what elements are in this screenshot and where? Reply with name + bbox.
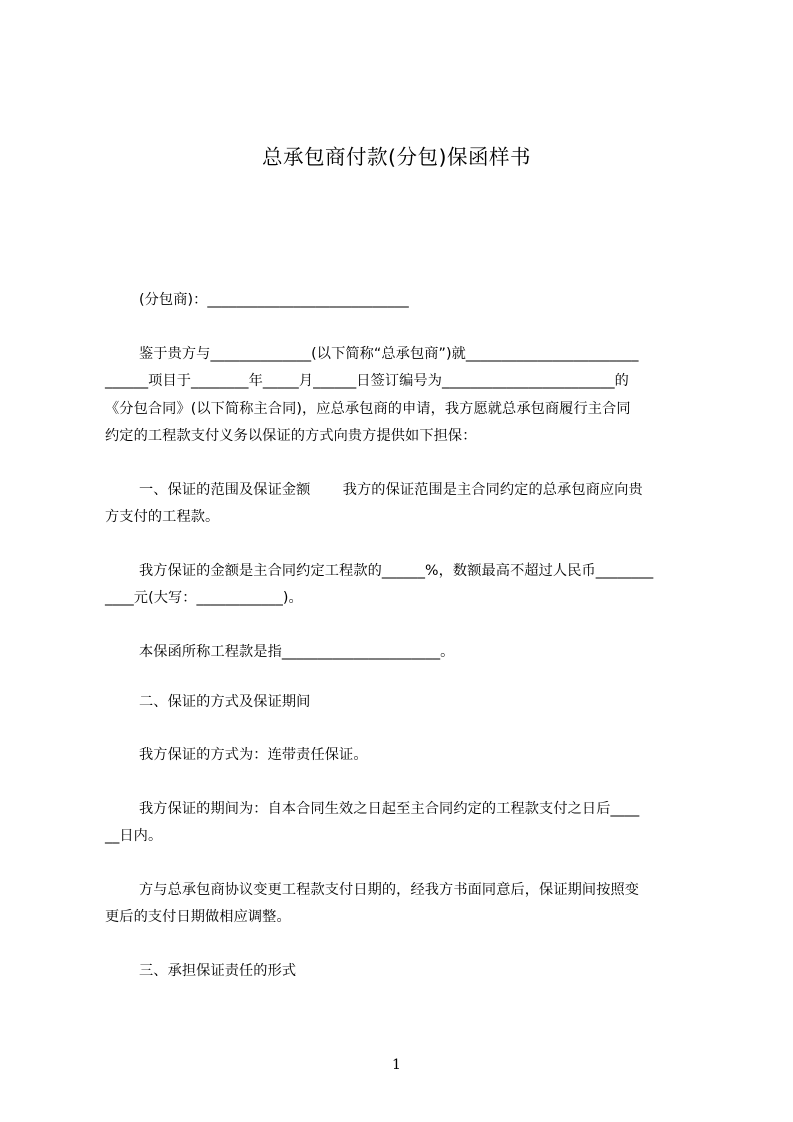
page-number: 1 <box>392 1057 401 1073</box>
document-title: 总承包商付款(分包)保函样书 <box>262 145 531 169</box>
addressee-line: (分包商)：____________________________ <box>139 292 409 308</box>
paragraph-line: 我方保证的方式为：连带责任保证。 <box>139 747 368 763</box>
paragraph-line: ______项目于________年_____月______日签订编号为________________________的 <box>105 373 629 389</box>
paragraph-line: 《分包合同》(以下简称主合同)，应总承包商的申请，我方愿就总承包商履行主合同 <box>105 401 631 417</box>
paragraph-line: 本保函所称工程款是指______________________。 <box>139 644 455 660</box>
paragraph-line: 约定的工程款支付义务以保证的方式向贵方提供如下担保： <box>105 428 477 444</box>
paragraph-line: 更后的支付日期做相应调整。 <box>105 909 291 925</box>
paragraph-line: __日内。 <box>105 828 163 844</box>
paragraph-line: 方支付的工程款。 <box>105 509 220 525</box>
paragraph-line: 鉴于贵方与______________(以下简称“总承包商”)就________________________ <box>139 346 639 362</box>
section-heading-2: 二、保证的方式及保证期间 <box>139 694 311 710</box>
section-heading-3: 三、承担保证责任的形式 <box>139 963 297 979</box>
section-heading-1: 一、保证的范围及保证金额 我方的保证范围是主合同约定的总承包商应向贵 <box>139 482 643 498</box>
paragraph-line: 方与总承包商协议变更工程款支付日期的，经我方书面同意后，保证期间按照变 <box>139 882 640 898</box>
paragraph-line: 我方保证的期间为：自本合同生效之日起至主合同约定的工程款支付之日后____ <box>139 801 640 817</box>
paragraph-line: ____元(大写：____________)。 <box>105 590 303 606</box>
paragraph-line: 我方保证的金额是主合同约定工程款的______%，数额最高不超过人民币________ <box>139 563 654 579</box>
